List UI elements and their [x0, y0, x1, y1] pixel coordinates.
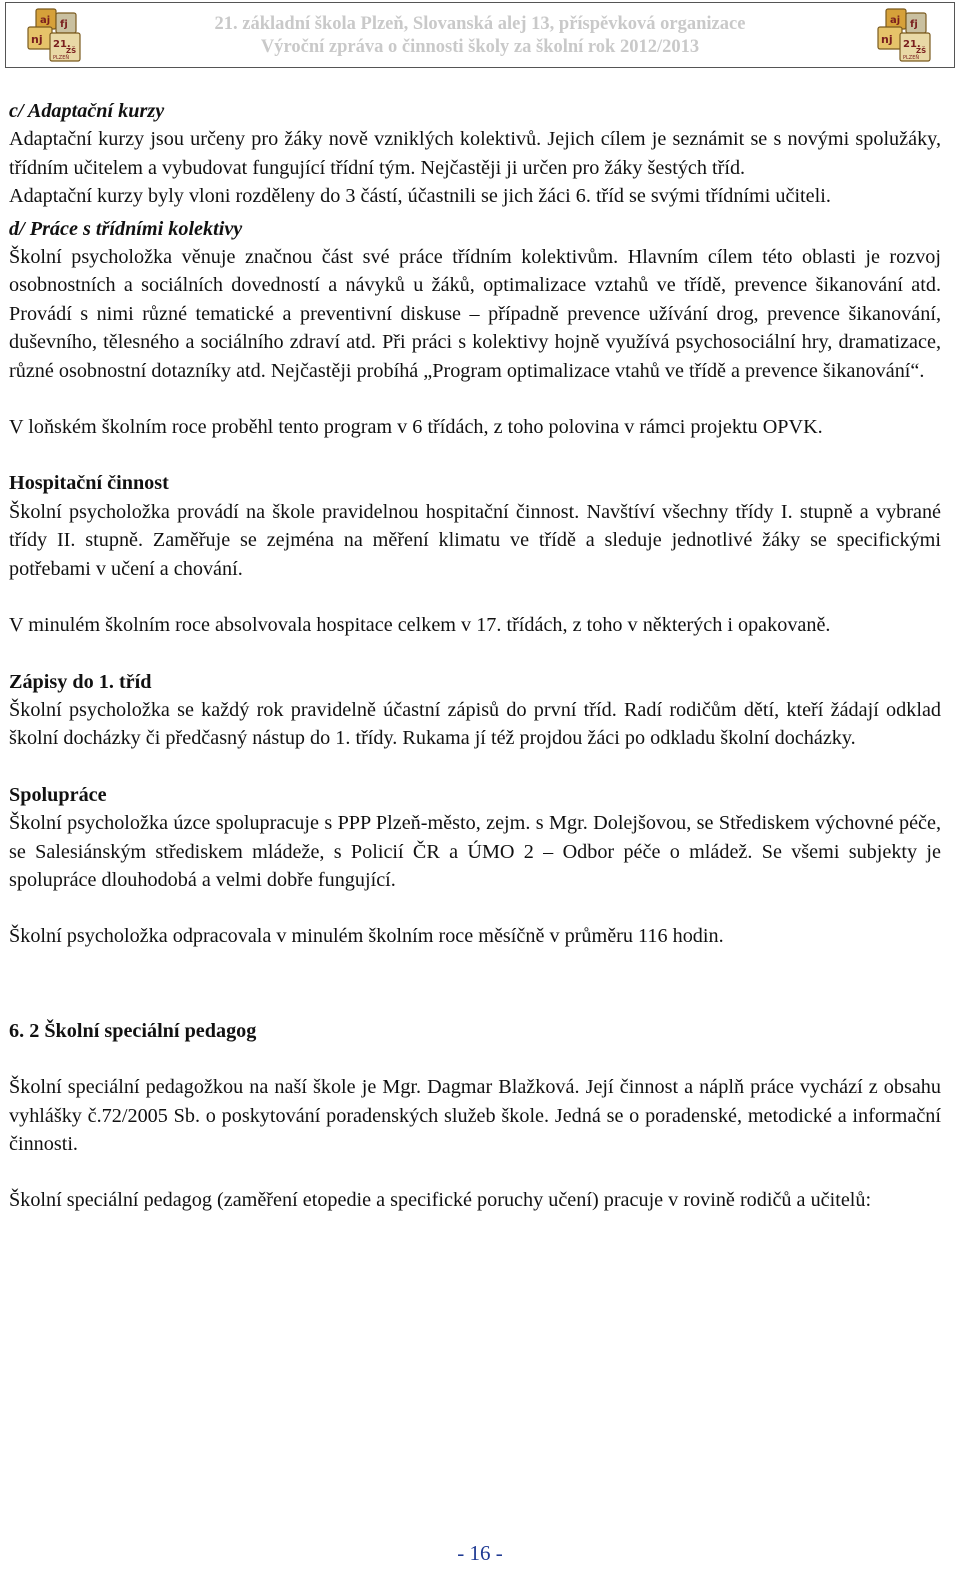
svg-text:ZŠ: ZŠ [916, 47, 927, 55]
svg-text:PLZEŇ: PLZEŇ [53, 55, 70, 61]
school-logo [876, 7, 934, 65]
svg-text:fj: fj [910, 19, 918, 30]
paragraph: Adaptační kurzy byly vloni rozděleny do 3 částí, účastnili se jich žáci 6. tříd se svými třídními učiteli. [9, 185, 831, 208]
svg-text:nj: nj [881, 33, 893, 46]
paragraph: Školní speciální pedagožkou na naší škole je Mgr. Dagmar Blažková. Její činnost a náplň práce vychází z obsahu vyhlášky č.72/2005 Sb. o poskytování poradenských služeb škole. Jedná se o poradenské, metodické a informační činnosti. [9, 1076, 941, 1155]
svg-text:21.: 21. [903, 39, 921, 50]
svg-text:aj: aj [890, 15, 901, 26]
paragraph: Školní psycholožka odpracovala v minulém školním roce měsíčně v průměru 116 hodin. [9, 925, 724, 948]
svg-text:21.: 21. [53, 39, 71, 50]
svg-text:ZŠ: ZŠ [66, 47, 77, 55]
page-header [5, 2, 955, 68]
paragraph: Školní speciální pedagog (zaměření etopedie a specifické poruchy učení) pracuje v rovině rodičů a učitelů: [9, 1189, 872, 1212]
paragraph: Školní psycholožka úzce spolupracuje s PPP Plzeň-město, zejm. s Mgr. Dolejšovou, se Střediskem výchovné péče, se Salesiánským střediskem mládeže, s Policií ČR a ÚMO 2 – Odbor péče o mládež. Se všemi subjekty je spolupráce dlouhodobá a velmi dobře fungující. [9, 812, 941, 891]
header-line-2: Výroční zpráva o činnosti školy za školní rok 2012/2013 [260, 37, 700, 57]
paragraph: Školní psycholožka se každý rok pravidelně účastní zápisů do první tříd. Radí rodičům dětí, kteří žádají odklad školní docházky či předčasný nástup do 1. třídy. Rukama jí též projdou žáci po odkladu školní docházky. [9, 698, 941, 750]
header-title [96, 13, 864, 59]
section-heading-hospitacni-cinnost: Hospitační činnost [9, 472, 169, 495]
paragraph: Školní psycholožka provádí na škole pravidelnou hospitační činnost. Navštíví všechny třídy I. stupně a vybrané třídy II. stupně. Zaměřuje se zejména na měření klimatu ve třídě a sleduje jednotlivé žáky se specifickými potřebami v učení a chování. [9, 500, 941, 580]
paragraph: Školní psycholožka věnuje značnou část své práce třídním kolektivům. Hlavním cílem této oblasti je rozvoj osobnostních a sociálních dovedností a návyků u žáků, optimalizace vztahů ve třídě, prevence šikanování atd. Provádí s nimi různé tematické a preventivní diskuse – případně prevence užívání drog, prevence šikanování, duševního, tělesného a sociálního zdraví atd. Při práci s kolektivy hojně využívá psychosociální hry, dramatizace, různé osobnostní dotazníky atd. Nejčastěji probíhá „Program optimalizace vtahů ve třídě a prevence šikanování“. [9, 246, 941, 382]
page-number: - 16 - [457, 1541, 503, 1565]
section-heading-zapisy: Zápisy do 1. tříd [9, 670, 152, 693]
svg-text:aj: aj [40, 15, 51, 26]
svg-text:fj: fj [60, 19, 68, 30]
document-body [9, 97, 941, 1215]
section-heading-adaptacni-kurzy: c/ Adaptační kurzy [9, 100, 165, 122]
section-heading-spoluprace: Spolupráce [9, 783, 107, 806]
svg-text:PLZEŇ: PLZEŇ [903, 55, 920, 61]
paragraph: V minulém školním roce absolvovala hospitace celkem v 17. třídách, z toho v některých i opakovaně. [9, 614, 831, 637]
svg-text:nj: nj [31, 33, 43, 46]
section-heading-prace-s-kolektivy: d/ Práce s třídními kolektivy [9, 217, 243, 240]
paragraph: V loňském školním roce proběhl tento program v 6 třídách, z toho polovina v rámci projektu OPVK. [9, 416, 823, 439]
paragraph: Adaptační kurzy jsou určeny pro žáky nově vzniklých kolektivů. Jejich cílem je seznámit se s novými spolužáky, třídním učitelem a vybudovat fungující třídní tým. Nejčastěji ji určen pro žáky šestých tříd. [9, 128, 941, 179]
section-heading-specialni-pedagog: 6. 2 Školní speciální pedagog [9, 1019, 257, 1042]
school-logo [26, 7, 84, 65]
header-line-1: 21. základní škola Plzeň, Slovanská alej 13, příspěvková organizace [214, 14, 746, 34]
